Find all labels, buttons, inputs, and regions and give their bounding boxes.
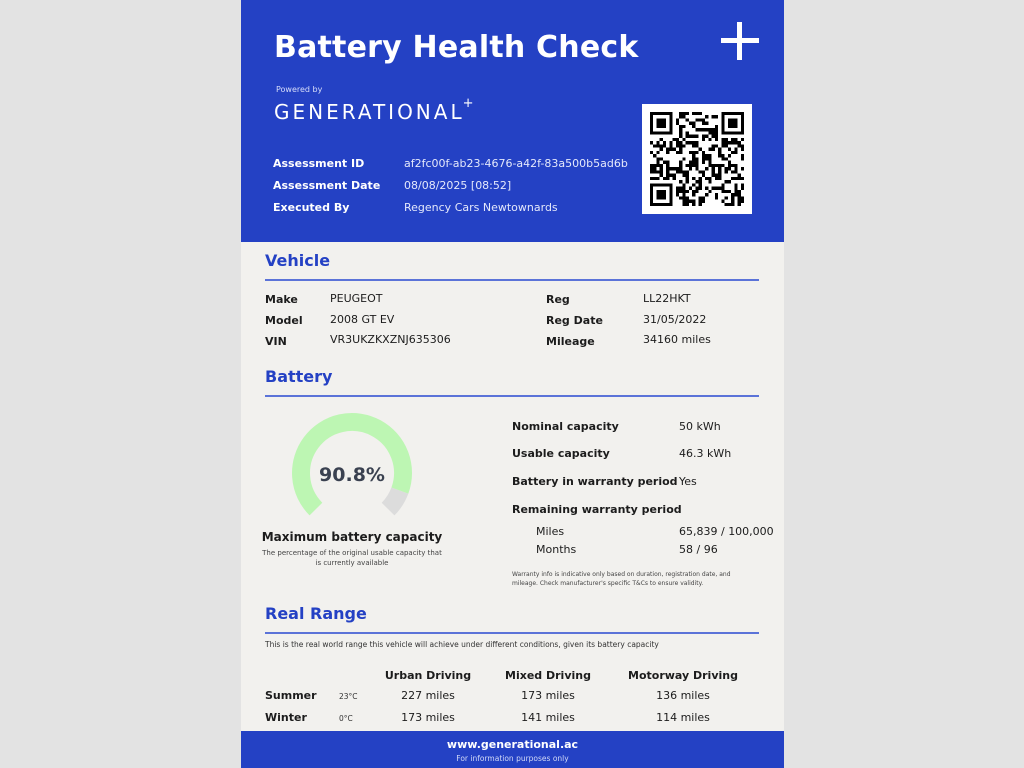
report-title: Battery Health Check bbox=[274, 30, 639, 65]
reg-label: Reg bbox=[546, 293, 570, 306]
qr-code[interactable] bbox=[642, 104, 752, 214]
report-footer bbox=[241, 731, 784, 768]
vin-value: VR3UKZKXZNJ635306 bbox=[330, 333, 451, 346]
plus-icon bbox=[721, 22, 759, 60]
warranty-months-value: 58 / 96 bbox=[679, 543, 718, 556]
battery-section-title: Battery bbox=[265, 367, 333, 386]
vin-label: VIN bbox=[265, 335, 287, 348]
powered-by-label: Powered by bbox=[276, 85, 323, 94]
range-cell: 114 miles bbox=[656, 711, 710, 724]
warranty-miles-label: Miles bbox=[536, 525, 565, 538]
brand-logo bbox=[274, 96, 476, 124]
vehicle-divider bbox=[265, 279, 759, 281]
make-label: Make bbox=[265, 293, 298, 306]
range-header-mixed: Mixed Driving bbox=[505, 669, 591, 682]
range-cell: 227 miles bbox=[401, 689, 455, 702]
reg-date-label: Reg Date bbox=[546, 314, 603, 327]
warranty-period-label: Battery in warranty period bbox=[512, 475, 678, 488]
assessment-date-row bbox=[273, 179, 643, 199]
report-page bbox=[241, 0, 784, 768]
nominal-capacity-label: Nominal capacity bbox=[512, 420, 619, 433]
mileage-value: 34160 miles bbox=[643, 333, 711, 346]
range-cell: 136 miles bbox=[656, 689, 710, 702]
range-row-temp: 23°C bbox=[339, 692, 358, 701]
range-divider bbox=[265, 632, 759, 634]
report-header bbox=[241, 0, 784, 242]
footer-disclaimer: For information purposes only bbox=[456, 754, 569, 763]
range-cell: 173 miles bbox=[521, 689, 575, 702]
gauge-track bbox=[388, 491, 400, 509]
make-value: PEUGEOT bbox=[330, 292, 383, 305]
brand-name: GENERATIONAL bbox=[274, 100, 465, 124]
executed-by-row bbox=[273, 201, 643, 221]
model-value: 2008 GT EV bbox=[330, 313, 395, 326]
remaining-warranty-label: Remaining warranty period bbox=[512, 503, 682, 516]
range-section-title: Real Range bbox=[265, 604, 367, 623]
footer-website-link[interactable]: www.generational.ac bbox=[446, 738, 579, 751]
executed-by-label: Executed By bbox=[273, 201, 350, 214]
warranty-miles-value: 65,839 / 100,000 bbox=[679, 525, 774, 538]
range-header-motorway: Motorway Driving bbox=[628, 669, 738, 682]
range-cell: 173 miles bbox=[401, 711, 455, 724]
warranty-period-value: Yes bbox=[679, 475, 697, 488]
battery-capacity-title: Maximum battery capacity bbox=[261, 530, 443, 544]
range-row-season: Summer bbox=[265, 689, 317, 702]
warranty-note: Warranty info is indicative only based on duration, registration date, and mileage. Check manufacturer's specific T&Cs to ensure validity. bbox=[512, 571, 731, 587]
reg-date-value: 31/05/2022 bbox=[643, 313, 707, 326]
usable-capacity-label: Usable capacity bbox=[512, 447, 610, 460]
range-header-urban: Urban Driving bbox=[384, 669, 472, 682]
range-cell: 141 miles bbox=[521, 711, 575, 724]
model-label: Model bbox=[265, 314, 303, 327]
vehicle-section-title: Vehicle bbox=[265, 251, 331, 270]
range-row-temp: 0°C bbox=[339, 714, 353, 723]
assessment-id-value: af2fc00f-ab23-4676-a42f-83a500b5ad6b bbox=[404, 157, 628, 170]
mileage-label: Mileage bbox=[546, 335, 595, 348]
brand-mark: + bbox=[462, 96, 474, 111]
range-description: This is the real world range this vehicle will achieve under different conditions, given its battery capacity bbox=[265, 640, 659, 649]
assessment-id-row bbox=[273, 157, 643, 177]
usable-capacity-value: 46.3 kWh bbox=[679, 447, 732, 460]
battery-capacity-description: The percentage of the original usable capacity that is currently available bbox=[262, 549, 442, 567]
warranty-months-label: Months bbox=[536, 543, 577, 556]
reg-value: LL22HKT bbox=[643, 292, 691, 305]
executed-by-value: Regency Cars Newtownards bbox=[404, 201, 558, 214]
nominal-capacity-value: 50 kWh bbox=[679, 420, 721, 433]
range-row-season: Winter bbox=[265, 711, 307, 724]
battery-divider bbox=[265, 395, 759, 397]
assessment-date-value: 08/08/2025 [08:52] bbox=[404, 179, 512, 192]
battery-capacity-value: 90.8% bbox=[319, 464, 385, 486]
assessment-id-label: Assessment ID bbox=[273, 157, 365, 170]
assessment-date-label: Assessment Date bbox=[273, 179, 381, 192]
